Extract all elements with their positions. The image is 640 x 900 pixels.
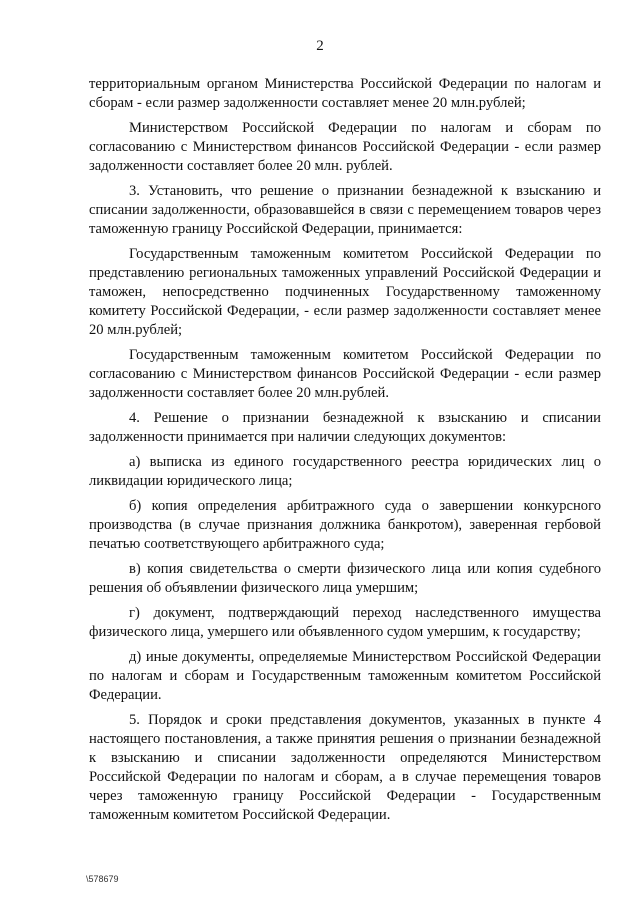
footer-code: \578679 bbox=[86, 874, 119, 884]
paragraph-1: территориальным органом Министерства Российской Федерации по налогам и сборам - если размер задолженности составляет менее 20 млн.рублей; bbox=[89, 76, 601, 111]
paragraph-6: 4. Решение о признании безнадежной к взысканию и списании задолженности принимается при наличии следующих документов: bbox=[89, 410, 601, 445]
paragraph-4: Государственным таможенным комитетом Российской Федерации по представлению региональных таможенных управлений Российской Федерации и таможен, непосредственно подчиненных Государственному таможенному комитету Российской Федерации, - если размер задолженности составляет менее 20 млн.рублей; bbox=[89, 246, 601, 338]
paragraph-5: Государственным таможенным комитетом Российской Федерации по согласованию с Министерством финансов Российской Федерации - если размер задолженности составляет более 20 млн.рублей. bbox=[89, 347, 601, 401]
paragraph-8: б) копия определения арбитражного суда о завершении конкурсного производства (в случае признания должника банкротом), заверенная гербовой печатью соответствующего арбитражного суда; bbox=[89, 498, 601, 552]
paragraph-12: 5. Порядок и сроки представления документов, указанных в пункте 4 настоящего постановления, а также принятия решения о признании безнадежной к взысканию и списании задолженности определяются Министерством Российской Федерации по налогам и сборам, а в случае перемещения товаров через таможенную границу Российской Федерации - Государственным таможенным комитетом Российской Федерации. bbox=[89, 712, 601, 823]
paragraph-11: д) иные документы, определяемые Министерством Российской Федерации по налогам и сборам и Государственным таможенным комитетом Российской Федерации. bbox=[89, 649, 601, 703]
paragraph-9: в) копия свидетельства о смерти физического лица или копия судебного решения об объявлении физического лица умершим; bbox=[89, 561, 601, 596]
paragraph-3: 3. Установить, что решение о признании безнадежной к взысканию и списании задолженности, образовавшейся в связи с перемещением товаров через таможенную границу Российской Федерации, принимается: bbox=[89, 183, 601, 237]
document-body bbox=[89, 75, 601, 831]
paragraph-10: г) документ, подтверждающий переход наследственного имущества физического лица, умершего или объявленного судом умершим, к государству; bbox=[89, 605, 601, 640]
page-number: 2 bbox=[316, 38, 324, 54]
paragraph-2: Министерством Российской Федерации по налогам и сборам по согласованию с Министерством финансов Российской Федерации - если размер задолженности составляет более 20 млн. рублей. bbox=[89, 120, 601, 174]
paragraph-7: а) выписка из единого государственного реестра юридических лиц о ликвидации юридического лица; bbox=[89, 454, 601, 489]
